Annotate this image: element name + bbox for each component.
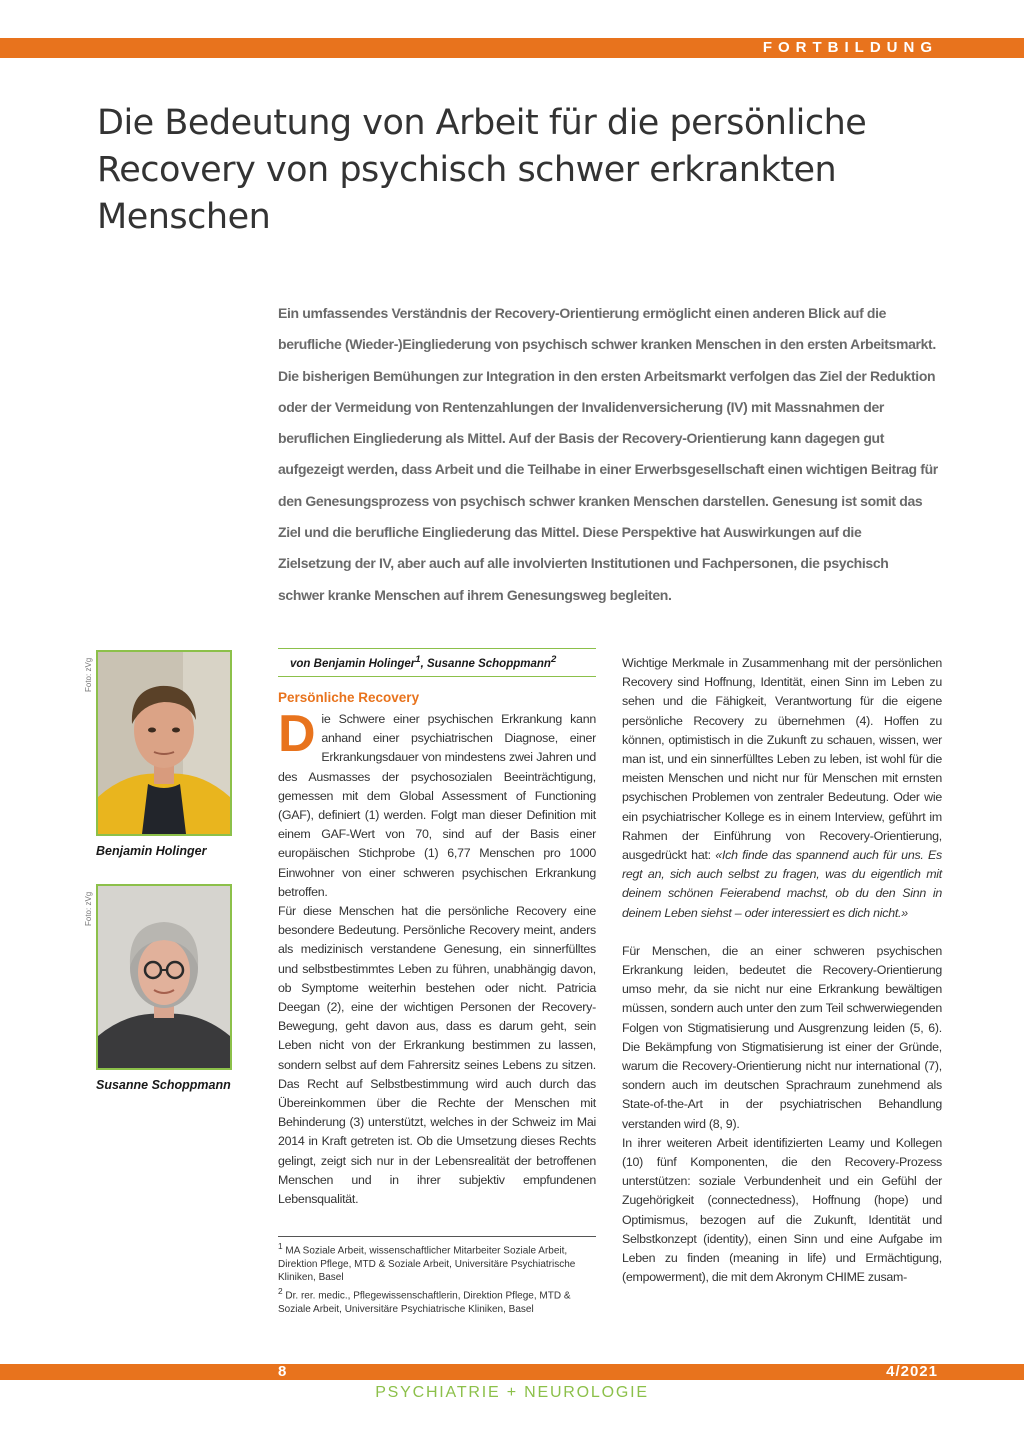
photo-credit-2: Foto: zVg bbox=[84, 891, 93, 926]
footer-bar bbox=[0, 1364, 1024, 1380]
interview-quote: «Ich finde das spannend auch für uns. Es regt an, sich auch selbst zu fragen, was du eigentlich mit deinem schönen Feierabend machst, ob du den Sinn in deinem Leben siehst – oder interessiert es dich nicht.» bbox=[622, 848, 942, 920]
page-number: 8 bbox=[278, 1363, 287, 1380]
footnotes bbox=[278, 1240, 596, 1316]
byline-rule-top bbox=[278, 648, 596, 649]
footnote-rule bbox=[278, 1236, 596, 1237]
byline: von Benjamin Holinger$^1$, Susanne Schoppmann$^2$ bbox=[290, 654, 557, 670]
photo-credit-1: Foto: zVg bbox=[84, 657, 93, 692]
author-photo-schoppmann bbox=[96, 884, 232, 1070]
body-column-2 bbox=[622, 654, 942, 1288]
section-header-bar bbox=[0, 38, 1024, 58]
journal-name: PSYCHIATRIE + NEUROLOGIE bbox=[375, 1384, 649, 1401]
section-heading: Persönliche Recovery bbox=[278, 690, 420, 705]
caption-schoppmann: Susanne Schoppmann bbox=[96, 1078, 231, 1092]
paragraph-5: In ihrer weiteren Arbeit identifizierten Leamy und Kollegen (10) fünf Komponenten, die den Recovery-Prozess unterstützen: soziale Verbundenheit und ein Gefühl der Zugehörigkeit (connectedness), Hoffnung (hope) und Optimismus, bezogen auf die Zukunft, Identität und Selbstkonzept (identity), einen Sinn und eine Aufgabe im Leben zu finden (meaning in life) und Ermächtigung, (empowerment), die mit dem Akronym CHIME zusam- bbox=[622, 1135, 942, 1285]
article-title: Die Bedeutung von Arbeit für die persönliche Recovery von psychisch schwer erkrankten Menschen bbox=[97, 103, 867, 237]
footnote-2: $^2$ Dr. rer. medic., Pflegewissenschaftlerin, Direktion Pflege, MTD & Soziale Arbeit, Universitäre Psychiatrische Kliniken, Basel bbox=[278, 1285, 571, 1315]
caption-holinger: Benjamin Holinger bbox=[96, 844, 207, 858]
paragraph-3: Wichtige Merkmale in Zusammenhang mit der persönlichen Recovery sind Hoffnung, Identität, einen Sinn im Leben zu sehen und die Fähigkeit, Verantwortung für die eigene persönliche Recovery zu übernehmen (4). Hoffen zu können, optimistisch in die Zukunft zu schauen, wissen, wer man ist, und ein sinnerfülltes Leben zu leben, ist wohl für die meisten Menschen und nicht nur für Menschen mit ernsten psychischen Problemen von zentraler Bedeutung. Oder wie ein psychiatrischer Kollege es in einem Interview, geführt im Rahmen der Einführung von Recovery-Orientierung, ausgedrückt hat: «Ich finde das spannend auch für uns. Es regt an, sich auch selbst zu fragen, was du eigentlich mit deinem schönen Feierabend machst, ob du den Sinn in deinem Leben siehst – oder interessiert es dich nicht.» bbox=[622, 656, 942, 920]
article-lead: Ein umfassendes Verständnis der Recovery-Orientierung ermöglicht einen anderen Blick auf die berufliche (Wieder-)Eingliederung von psychisch schwer kranken Menschen in den ersten Arbeitsmarkt. Die bisherigen Bemühungen zur Integration in den ersten Arbeitsmarkt verfolgen das Ziel der Reduktion oder der Vermeidung von Rentenzahlungen der Invalidenversicherung (IV) mit Massnahmen der beruflichen Eingliederung als Mittel. Auf der Basis der Recovery-Orientierung kann dagegen gut aufgezeigt werden, dass Arbeit und die Teilhabe in einer Erwerbsgesellschaft einen wichtigen Beitrag für den Genesungsprozess von psychisch schwer kranken Menschen darstellen. Genesung ist somit das Ziel und die berufliche Eingliederung das Mittel. Diese Perspektive hat Auswirkungen auf die Zielsetzung der IV, aber auch auf alle involvierten Institutionen und Fachpersonen, die psychisch schwer kranke Menschen auf ihrem Genesungsweg begleiten. bbox=[278, 305, 938, 603]
footnote-1: $^1$ MA Soziale Arbeit, wissenschaftlicher Mitarbeiter Soziale Arbeit, Direktion Pflege, MTD & Soziale Arbeit, Universitäre Psychiatrische Kliniken, Basel bbox=[278, 1241, 576, 1284]
byline-rule-bottom bbox=[278, 676, 596, 677]
body-column-1 bbox=[278, 705, 596, 1209]
paragraph-1: Die Schwere einer psychischen Erkrankung kann anhand einer psychiatrischen Diagnose, einer Erkrankungsdauer von mindestens zwei Jahren und des Ausmasses der psychosozialen Beeinträchtigung, gemessen mit dem Global Assessment of Functioning (GAF), definiert (1) werden. Folgt man dieser Definition mit einem GAF-Wert von 70, sind auf der Basis einer europäischen Stichprobe (1) 6,77 Menschen pro 1000 Einwohner von einer schweren psychischen Erkrankung betroffen. bbox=[278, 705, 596, 899]
section-label: FORTBILDUNG bbox=[762, 39, 938, 56]
portrait-schoppmann-image bbox=[98, 886, 230, 1068]
paragraph-2: Für diese Menschen hat die persönliche Recovery eine besondere Bedeutung. Persönliche Recovery meint, anders als medizinisch verstandene Genesung, ein sinnerfülltes und selbstbestimmtes Leben zu führen, unabhängig davon, ob Symptome weiterhin bestehen oder nicht. Patricia Deegan (2), eine der wichtigen Personen der Recovery-Bewegung, geht davon aus, dass es darum geht, sein Leben nicht von der Erkrankung bestimmen zu lassen, sondern selbst auf dem Fahrersitz seines Lebens zu sitzen. Das Recht auf Selbstbestimmung wird auch durch das Übereinkommen über die Rechte der Menschen mit Behinderung (3) unterstützt, welches in der Schweiz im Mai 2014 in Kraft getreten ist. Ob die Umsetzung dieses Rechts gelingt, zeigt sich nur in der Lebensrealität der betroffenen Menschen und in ihrer subjektiv empfundenen Lebensqualität. bbox=[278, 904, 596, 1207]
author-photo-holinger bbox=[96, 650, 232, 836]
issue-number: 4/2021 bbox=[886, 1363, 938, 1380]
drop-cap: D bbox=[278, 705, 316, 763]
portrait-holinger-image bbox=[98, 652, 230, 834]
paragraph-4: Für Menschen, die an einer schweren psychischen Erkrankung leiden, bedeutet die Recovery-Orientierung umso mehr, da sie nicht nur eine Erkrankung bewältigen müssen, sondern auch unter den zum Teil schwerwiegenden Folgen von Stigmatisierung und Ausgrenzung leiden (5, 6). Die Bekämpfung von Stigmatisierung ist einer der Gründe, warum die Recovery-Orientierung nicht nur international (7), sondern auch im deutschen Sprachraum zunehmend als State-of-the-Art in der psychiatrischen Behandlung verstanden wird (8, 9). bbox=[622, 943, 942, 1131]
